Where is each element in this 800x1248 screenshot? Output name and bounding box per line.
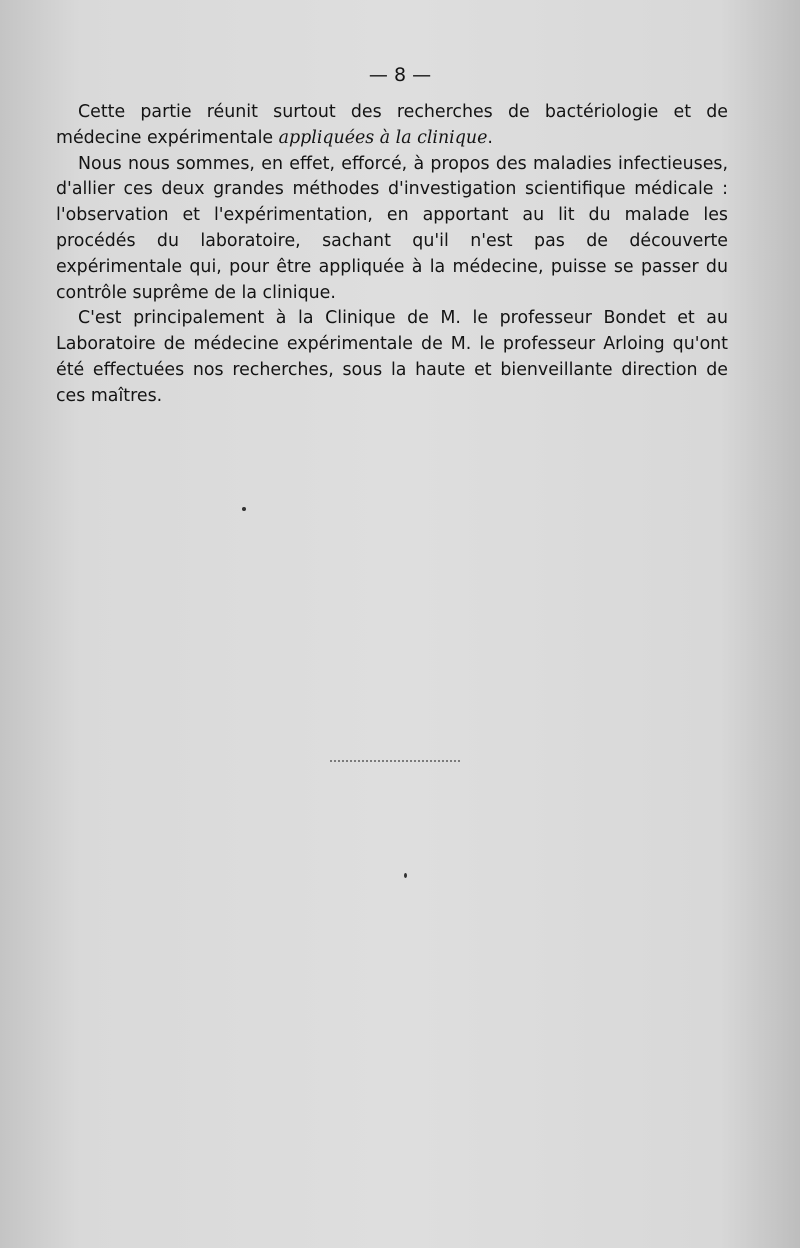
page-number: — 8 — <box>368 64 432 86</box>
paragraph-1-end: . <box>487 127 493 148</box>
paragraph-2: Nous nous sommes, en effet, efforcé, à propos des maladies infectieuses, d'allier ces deux grandes méthodes d'investigation scientifique médicale : l'observation et l'expérimentation, en apportant au lit du malade les procédés du laboratoire, sachant qu'il n'est pas de découverte expérimentale qui, pour être appliquée à la médecine, puisse se passer du contrôle suprême de la clinique. <box>56 153 728 303</box>
paragraph-1-emphasis: appliquées à la clinique <box>278 127 488 148</box>
paragraph-3: C'est principalement à la Clinique de M. le professeur Bondet et au Laboratoire de médecine expérimentale de M. le professeur Arloing qu'ont été effectuées nos recherches, sous la haute et bienveillante direction de ces maîtres. <box>56 308 728 406</box>
ink-speck <box>242 507 246 511</box>
paragraph-1 <box>56 100 728 152</box>
paragraph-1-text: Cette partie réunit surtout des recherches de bactériologie et de médecine expérimentale <box>56 102 728 148</box>
ink-speck <box>404 873 407 878</box>
body-text <box>56 100 728 410</box>
bleed-through-rule <box>330 760 460 764</box>
